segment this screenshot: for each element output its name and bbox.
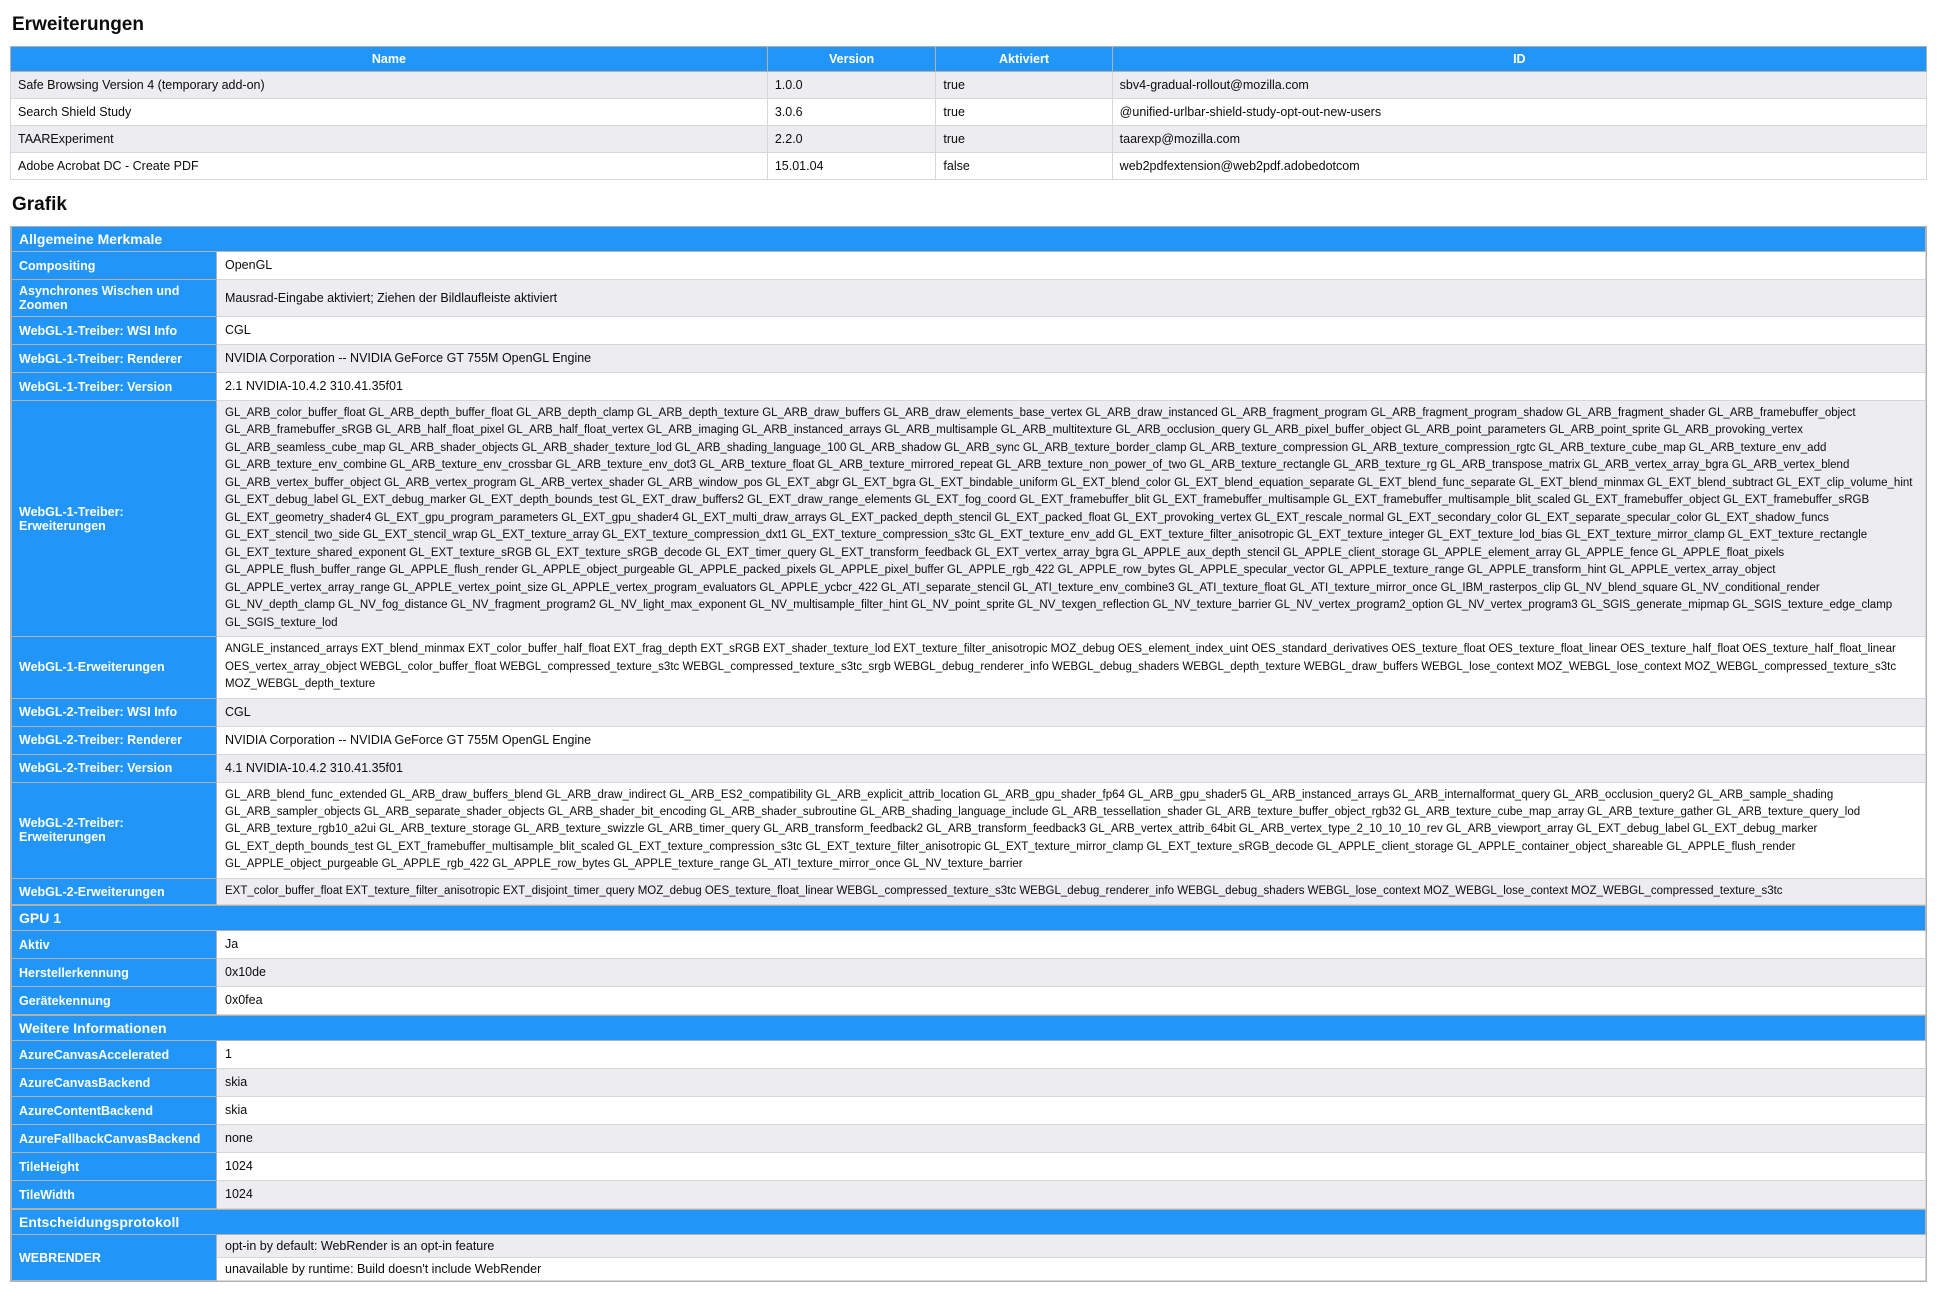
decision-log-line: opt-in by default: WebRender is an opt-in feature bbox=[217, 1235, 1925, 1258]
row-key: AzureFallbackCanvasBackend bbox=[12, 1125, 217, 1153]
extension-enabled: false bbox=[936, 153, 1112, 180]
row-key: WebGL-2-Treiber: Version bbox=[12, 754, 217, 782]
extensions-table bbox=[10, 46, 1927, 180]
table-row bbox=[12, 1153, 1926, 1181]
table-row bbox=[12, 931, 1926, 959]
graphics-decision-log-table bbox=[11, 1209, 1926, 1281]
row-value bbox=[217, 1235, 1926, 1281]
table-row bbox=[12, 782, 1926, 878]
table-row bbox=[12, 726, 1926, 754]
row-key: AzureCanvasBackend bbox=[12, 1069, 217, 1097]
row-key: TileWidth bbox=[12, 1181, 217, 1209]
table-row bbox=[11, 72, 1927, 99]
table-row bbox=[11, 126, 1927, 153]
graphics-section-title: Grafik bbox=[12, 194, 67, 215]
row-value: skia bbox=[217, 1069, 1926, 1097]
row-key: WebGL-2-Treiber: Erweiterungen bbox=[12, 782, 217, 878]
extension-enabled: true bbox=[936, 126, 1112, 153]
general-features-header-row bbox=[12, 227, 1926, 252]
extension-enabled: true bbox=[936, 99, 1112, 126]
row-value: Ja bbox=[217, 931, 1926, 959]
extension-enabled: true bbox=[936, 72, 1112, 99]
row-key: WebGL-2-Erweiterungen bbox=[12, 878, 217, 904]
gpu1-header-row bbox=[12, 906, 1926, 931]
table-row bbox=[12, 959, 1926, 987]
table-row bbox=[12, 987, 1926, 1015]
row-key: WebGL-2-Treiber: WSI Info bbox=[12, 698, 217, 726]
graphics-more-info-table bbox=[11, 1015, 1926, 1209]
extension-name: TAARExperiment bbox=[11, 126, 768, 153]
extension-id: sbv4-gradual-rollout@mozilla.com bbox=[1112, 72, 1926, 99]
graphics-tables-wrapper bbox=[10, 226, 1927, 1282]
extension-version: 3.0.6 bbox=[767, 99, 936, 126]
extension-name: Safe Browsing Version 4 (temporary add-on) bbox=[11, 72, 768, 99]
row-value: 1024 bbox=[217, 1181, 1926, 1209]
row-key: WebGL-1-Treiber: Version bbox=[12, 373, 217, 401]
row-key: Aktiv bbox=[12, 931, 217, 959]
row-value: skia bbox=[217, 1097, 1926, 1125]
row-value: ANGLE_instanced_arrays EXT_blend_minmax EXT_color_buffer_half_float EXT_frag_depth EXT_sRGB EXT_shader_texture_lod EXT_texture_filter_anisotropic MOZ_debug OES_element_index_uint OES_standard_derivatives OES_texture_float OES_texture_float_linear OES_texture_half_float OES_texture_half_float_linear OES_vertex_array_object WEBGL_color_buffer_float WEBGL_compressed_texture_s3tc WEBGL_compressed_texture_s3tc_srgb WEBGL_debug_renderer_info WEBGL_debug_shaders WEBGL_depth_texture WEBGL_draw_buffers WEBGL_lose_context MOZ_WEBGL_lose_context MOZ_WEBGL_compressed_texture_s3tc MOZ_WEBGL_depth_texture bbox=[217, 637, 1926, 698]
row-key: Gerätekennung bbox=[12, 987, 217, 1015]
extension-id: taarexp@mozilla.com bbox=[1112, 126, 1926, 153]
row-value: CGL bbox=[217, 698, 1926, 726]
table-row bbox=[12, 252, 1926, 280]
row-key: WebGL-2-Treiber: Renderer bbox=[12, 726, 217, 754]
row-key: WEBRENDER bbox=[12, 1235, 217, 1281]
table-row bbox=[12, 373, 1926, 401]
row-value: none bbox=[217, 1125, 1926, 1153]
column-header-id: ID bbox=[1112, 47, 1926, 72]
table-row bbox=[12, 280, 1926, 317]
row-value: NVIDIA Corporation -- NVIDIA GeForce GT 755M OpenGL Engine bbox=[217, 345, 1926, 373]
row-key: Herstellerkennung bbox=[12, 959, 217, 987]
row-key: WebGL-1-Treiber: Erweiterungen bbox=[12, 401, 217, 637]
extension-name: Adobe Acrobat DC - Create PDF bbox=[11, 153, 768, 180]
row-key: WebGL-1-Treiber: Renderer bbox=[12, 345, 217, 373]
row-value: 1 bbox=[217, 1041, 1926, 1069]
extensions-section-title: Erweiterungen bbox=[12, 14, 144, 35]
row-value: 2.1 NVIDIA-10.4.2 310.41.35f01 bbox=[217, 373, 1926, 401]
column-header-version: Version bbox=[767, 47, 936, 72]
table-row bbox=[12, 1097, 1926, 1125]
table-row bbox=[12, 345, 1926, 373]
table-row bbox=[11, 99, 1927, 126]
extension-version: 15.01.04 bbox=[767, 153, 936, 180]
extension-version: 1.0.0 bbox=[767, 72, 936, 99]
column-header-enabled: Aktiviert bbox=[936, 47, 1112, 72]
extension-id: @unified-urlbar-shield-study-opt-out-new-users bbox=[1112, 99, 1926, 126]
graphics-general-table bbox=[11, 226, 1926, 905]
more-info-header-row bbox=[12, 1016, 1926, 1041]
row-key: Asynchrones Wischen und Zoomen bbox=[12, 280, 217, 317]
row-key: WebGL-1-Treiber: WSI Info bbox=[12, 317, 217, 345]
row-value: 0x10de bbox=[217, 959, 1926, 987]
decision-log-line: unavailable by runtime: Build doesn't include WebRender bbox=[217, 1258, 1925, 1280]
gpu1-header: GPU 1 bbox=[12, 906, 1926, 931]
row-key: AzureCanvasAccelerated bbox=[12, 1041, 217, 1069]
table-row bbox=[12, 754, 1926, 782]
row-value: OpenGL bbox=[217, 252, 1926, 280]
row-value: GL_ARB_color_buffer_float GL_ARB_depth_buffer_float GL_ARB_depth_clamp GL_ARB_depth_texture GL_ARB_draw_buffers GL_ARB_draw_elements_base_vertex GL_ARB_draw_instanced GL_ARB_fragment_program GL_ARB_fragment_program_shadow GL_ARB_fragment_shader GL_ARB_framebuffer_object GL_ARB_framebuffer_sRGB GL_ARB_half_float_pixel GL_ARB_half_float_vertex GL_ARB_imaging GL_ARB_instanced_arrays GL_ARB_multisample GL_ARB_multitexture GL_ARB_occlusion_query GL_ARB_pixel_buffer_object GL_ARB_point_parameters GL_ARB_point_sprite GL_ARB_provoking_vertex GL_ARB_seamless_cube_map GL_ARB_shader_objects GL_ARB_shader_texture_lod GL_ARB_shading_language_100 GL_ARB_shadow GL_ARB_sync GL_ARB_texture_border_clamp GL_ARB_texture_compression GL_ARB_texture_compression_rgtc GL_ARB_texture_cube_map GL_ARB_texture_env_add GL_ARB_texture_env_combine GL_ARB_texture_env_crossbar GL_ARB_texture_env_dot3 GL_ARB_texture_float GL_ARB_texture_mirrored_repeat GL_ARB_texture_non_power_of_two GL_ARB_texture_rectangle GL_ARB_texture_rg GL_ARB_transpose_matrix GL_ARB_vertex_array_bgra GL_ARB_vertex_blend GL_ARB_vertex_buffer_object GL_ARB_vertex_program GL_ARB_vertex_shader GL_ARB_window_pos GL_EXT_abgr GL_EXT_bgra GL_EXT_bindable_uniform GL_EXT_blend_color GL_EXT_blend_equation_separate GL_EXT_blend_func_separate GL_EXT_blend_minmax GL_EXT_blend_subtract GL_EXT_clip_volume_hint GL_EXT_debug_label GL_EXT_debug_marker GL_EXT_depth_bounds_test GL_EXT_draw_buffers2 GL_EXT_draw_range_elements GL_EXT_fog_coord GL_EXT_framebuffer_blit GL_EXT_framebuffer_multisample GL_EXT_framebuffer_multisample_blit_scaled GL_EXT_framebuffer_object GL_EXT_framebuffer_sRGB GL_EXT_geometry_shader4 GL_EXT_gpu_program_parameters GL_EXT_gpu_shader4 GL_EXT_multi_draw_arrays GL_EXT_packed_depth_stencil GL_EXT_packed_float GL_EXT_provoking_vertex GL_EXT_rescale_normal GL_EXT_secondary_color GL_EXT_separate_specular_color GL_EXT_shadow_funcs GL_EXT_stencil_two_side GL_EXT_stencil_wrap GL_EXT_texture_array GL_EXT_texture_compression_dxt1 GL_EXT_texture_compression_s3tc GL_EXT_texture_env_add GL_EXT_texture_filter_anisotropic GL_EXT_texture_integer GL_EXT_texture_lod_bias GL_EXT_texture_mirror_clamp GL_EXT_texture_rectangle GL_EXT_texture_shared_exponent GL_EXT_texture_sRGB GL_EXT_texture_sRGB_decode GL_EXT_timer_query GL_EXT_transform_feedback GL_EXT_vertex_array_bgra GL_APPLE_aux_depth_stencil GL_APPLE_client_storage GL_APPLE_element_array GL_APPLE_fence GL_APPLE_float_pixels GL_APPLE_flush_buffer_range GL_APPLE_flush_render GL_APPLE_object_purgeable GL_APPLE_packed_pixels GL_APPLE_pixel_buffer GL_APPLE_rgb_422 GL_APPLE_row_bytes GL_APPLE_specular_vector GL_APPLE_texture_range GL_APPLE_transform_hint GL_APPLE_vertex_array_object GL_APPLE_vertex_array_range GL_APPLE_vertex_point_size GL_APPLE_vertex_program_evaluators GL_APPLE_ycbcr_422 GL_ATI_separate_stencil GL_ATI_texture_env_combine3 GL_ATI_texture_float GL_ATI_texture_mirror_once GL_IBM_rasterpos_clip GL_NV_blend_square GL_NV_conditional_render GL_NV_depth_clamp GL_NV_fog_distance GL_NV_fragment_program2 GL_NV_light_max_exponent GL_NV_multisample_filter_hint GL_NV_point_sprite GL_NV_texgen_reflection GL_NV_texture_barrier GL_NV_vertex_program2_option GL_NV_vertex_program3 GL_SGIS_generate_mipmap GL_SGIS_texture_edge_clamp GL_SGIS_texture_lod bbox=[217, 401, 1926, 637]
table-row bbox=[12, 1181, 1926, 1209]
table-row bbox=[12, 317, 1926, 345]
row-value: 1024 bbox=[217, 1153, 1926, 1181]
row-value: 4.1 NVIDIA-10.4.2 310.41.35f01 bbox=[217, 754, 1926, 782]
row-value: 0x0fea bbox=[217, 987, 1926, 1015]
row-key: AzureContentBackend bbox=[12, 1097, 217, 1125]
row-key: TileHeight bbox=[12, 1153, 217, 1181]
general-features-header: Allgemeine Merkmale bbox=[12, 227, 1926, 252]
row-key: Compositing bbox=[12, 252, 217, 280]
row-value: CGL bbox=[217, 317, 1926, 345]
column-header-name: Name bbox=[11, 47, 768, 72]
row-value: Mausrad-Eingabe aktiviert; Ziehen der Bildlaufleiste aktiviert bbox=[217, 280, 1926, 317]
extensions-table-header-row bbox=[11, 47, 1927, 72]
extension-name: Search Shield Study bbox=[11, 99, 768, 126]
table-row bbox=[12, 401, 1926, 637]
table-row bbox=[12, 1069, 1926, 1097]
row-value: GL_ARB_blend_func_extended GL_ARB_draw_buffers_blend GL_ARB_draw_indirect GL_ARB_ES2_compatibility GL_ARB_explicit_attrib_location GL_ARB_gpu_shader_fp64 GL_ARB_gpu_shader5 GL_ARB_instanced_arrays GL_ARB_internalformat_query GL_ARB_occlusion_query2 GL_ARB_sample_shading GL_ARB_sampler_objects GL_ARB_separate_shader_objects GL_ARB_shader_bit_encoding GL_ARB_shader_subroutine GL_ARB_shading_language_include GL_ARB_tessellation_shader GL_ARB_texture_buffer_object_rgb32 GL_ARB_texture_cube_map_array GL_ARB_texture_gather GL_ARB_texture_query_lod GL_ARB_texture_rgb10_a2ui GL_ARB_texture_storage GL_ARB_texture_swizzle GL_ARB_timer_query GL_ARB_transform_feedback2 GL_ARB_transform_feedback3 GL_ARB_vertex_attrib_64bit GL_ARB_vertex_type_2_10_10_10_rev GL_ARB_viewport_array GL_EXT_debug_label GL_EXT_debug_marker GL_EXT_depth_bounds_test GL_EXT_framebuffer_multisample_blit_scaled GL_EXT_texture_compression_s3tc GL_EXT_texture_filter_anisotropic GL_EXT_texture_mirror_clamp GL_EXT_texture_sRGB_decode GL_APPLE_client_storage GL_APPLE_container_object_shareable GL_APPLE_flush_render GL_APPLE_object_purgeable GL_APPLE_rgb_422 GL_APPLE_row_bytes GL_APPLE_texture_range GL_ATI_texture_mirror_once GL_NV_texture_barrier bbox=[217, 782, 1926, 878]
more-info-header: Weitere Informationen bbox=[12, 1016, 1926, 1041]
graphics-gpu1-table bbox=[11, 905, 1926, 1015]
row-value: NVIDIA Corporation -- NVIDIA GeForce GT 755M OpenGL Engine bbox=[217, 726, 1926, 754]
decision-log-header: Entscheidungsprotokoll bbox=[12, 1210, 1926, 1235]
table-row bbox=[12, 1125, 1926, 1153]
row-value: EXT_color_buffer_float EXT_texture_filter_anisotropic EXT_disjoint_timer_query MOZ_debug OES_texture_float_linear WEBGL_compressed_texture_s3tc WEBGL_debug_renderer_info WEBGL_debug_shaders WEBGL_lose_context MOZ_WEBGL_lose_context MOZ_WEBGL_compressed_texture_s3tc bbox=[217, 878, 1926, 904]
row-key: WebGL-1-Erweiterungen bbox=[12, 637, 217, 698]
extension-version: 2.2.0 bbox=[767, 126, 936, 153]
table-row bbox=[12, 698, 1926, 726]
table-row bbox=[12, 878, 1926, 904]
table-row bbox=[12, 637, 1926, 698]
table-row bbox=[11, 153, 1927, 180]
table-row bbox=[12, 1041, 1926, 1069]
decision-log-header-row bbox=[12, 1210, 1926, 1235]
extension-id: web2pdfextension@web2pdf.adobedotcom bbox=[1112, 153, 1926, 180]
about-support-page bbox=[0, 14, 1937, 1302]
table-row bbox=[12, 1235, 1926, 1281]
